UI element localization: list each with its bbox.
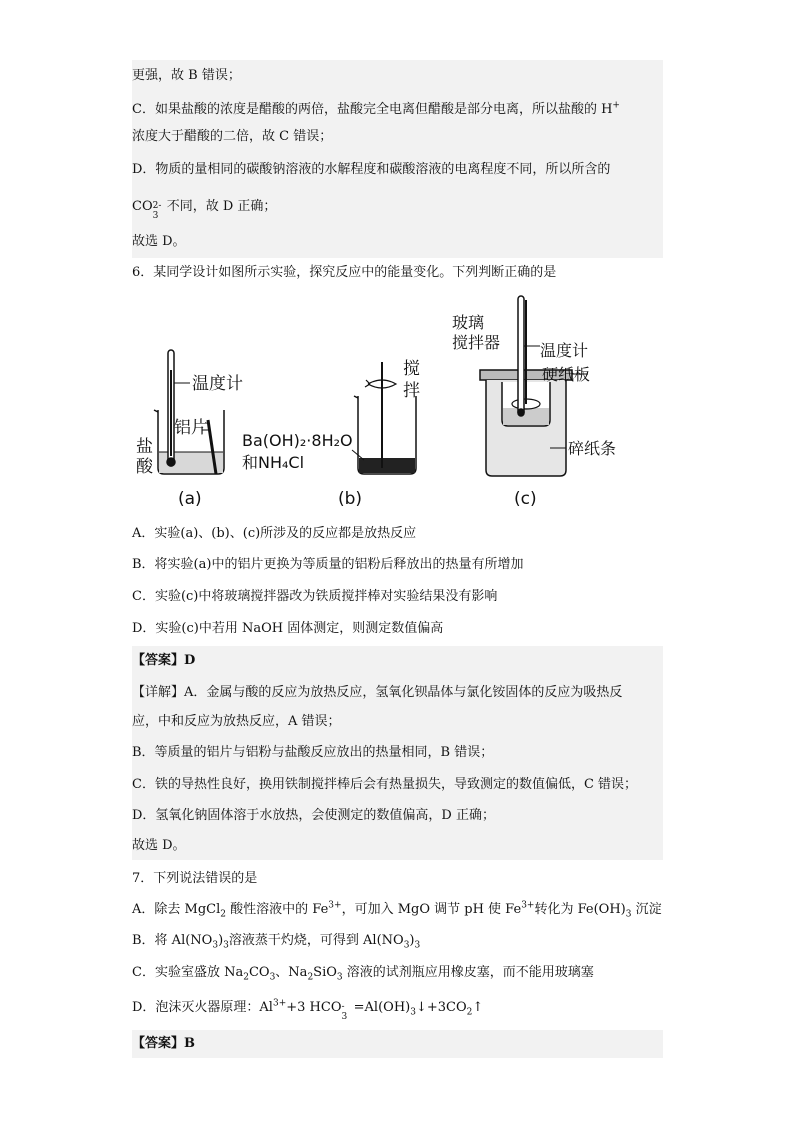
fig-c-board-label: 硬纸板	[541, 365, 590, 384]
answer-label: 【答案】D	[132, 653, 196, 668]
fig-b-reagent-label: 和NH₄Cl	[242, 453, 305, 472]
fig-c-paper-label: 碎纸条	[568, 439, 617, 458]
detail-line: B．等质量的铝片与铝粉与盐酸反应放出的热量相同，B 错误；	[132, 745, 494, 760]
fig-a-acid-label: 盐	[136, 437, 153, 457]
fig-c-glass-stirrer-label: 搅拌器	[452, 333, 501, 352]
option-a: A．实验(a)、(b)、(c)所涉及的反应都是放热反应	[132, 526, 417, 541]
detail-line: 【详解】A．金属与酸的反应为放热反应，氢氧化钡晶体与氯化铵固体的反应为吸热反	[132, 685, 623, 700]
option-c: C．实验室盛放 $Na_2CO_3$、$Na_2SiO_3$ 溶液的试剂瓶应用橡皮塞，而不能用玻璃塞	[132, 965, 594, 983]
fig-b-stir-label: 拌	[403, 381, 420, 401]
fig-b-reagent-label: Ba(OH)₂·8H₂O	[242, 431, 353, 450]
explanation-block-q5	[132, 60, 663, 258]
fig-b-stir-label: 搅	[403, 359, 420, 379]
text-line: D．物质的量相同的碳酸钠溶液的水解程度和碳酸溶液的电离程度不同，所以所含的	[132, 162, 611, 177]
text-line: CO 2- 3 不同，故 D 正确；	[132, 199, 277, 221]
fig-c-thermometer-label: 温度计	[540, 341, 589, 360]
detail-line: 应，中和反应为放热反应，A 错误；	[132, 714, 341, 729]
fig-a-caption: (a)	[178, 489, 202, 509]
option-b: B．将 $Al(NO_3)_3$溶液蒸干灼烧，可得到 $Al(NO_3)_3$	[132, 933, 421, 951]
question-6-stem: 6．某同学设计如图所示实验，探究反应中的能量变化。下列判断正确的是	[132, 265, 557, 280]
option-d: D．实验(c)中若用 NaOH 固体测定，则测定数值偏高	[132, 621, 444, 636]
text-line: 浓度大于醋酸的二倍，故 C 错误；	[132, 129, 333, 144]
fig-a-thermometer-label: 温度计	[192, 374, 243, 394]
text-line: 更强，故 B 错误；	[132, 68, 241, 83]
option-a: A．除去 MgCl$_2$ 酸性溶液中的 $Fe^{3+}$，可加入 MgO 调节 pH 使 $Fe^{3+}$转化为 $Fe(OH)_3$ 沉淀	[132, 900, 662, 920]
option-d: D．泡沫灭火器原理：$Al^{3+}+3$ HCO - 3 $=Al(OH)_3↓+3CO_2↑$	[132, 998, 484, 1022]
fig-c-caption: (c)	[514, 489, 537, 509]
text-line: 故选 D。	[132, 234, 186, 249]
figure-a	[154, 350, 224, 474]
option-c: C．实验(c)中将玻璃搅拌器改为铁质搅拌棒对实验结果没有影响	[132, 589, 498, 604]
detail-line: 故选 D。	[132, 838, 186, 853]
detail-line: D．氢氧化钠固体溶于水放热，会使测定的数值偏高，D 正确；	[132, 808, 495, 823]
detail-line: C．铁的导热性良好，换用铁制搅拌棒后会有热量损失，导致测定的数值偏低，C 错误；	[132, 777, 638, 792]
answer-label: 【答案】B	[132, 1036, 195, 1051]
question-7-stem: 7．下列说法错误的是	[132, 871, 258, 886]
fig-b-caption: (b)	[338, 489, 363, 509]
fig-a-acid-label: 酸	[136, 457, 153, 477]
text-line: C．如果盐酸的浓度是醋酸的两倍，盐酸完全电离但醋酸是部分电离，所以盐酸的 H+	[132, 100, 620, 117]
option-b: B．将实验(a)中的铝片更换为等质量的铝粉后释放出的热量有所增加	[132, 557, 524, 572]
fig-a-aluminum-label: 铝片	[174, 418, 208, 438]
fig-c-glass-stirrer-label: 玻璃	[452, 313, 485, 332]
experiment-figure	[130, 270, 617, 520]
answer-block-q7	[132, 1030, 663, 1058]
